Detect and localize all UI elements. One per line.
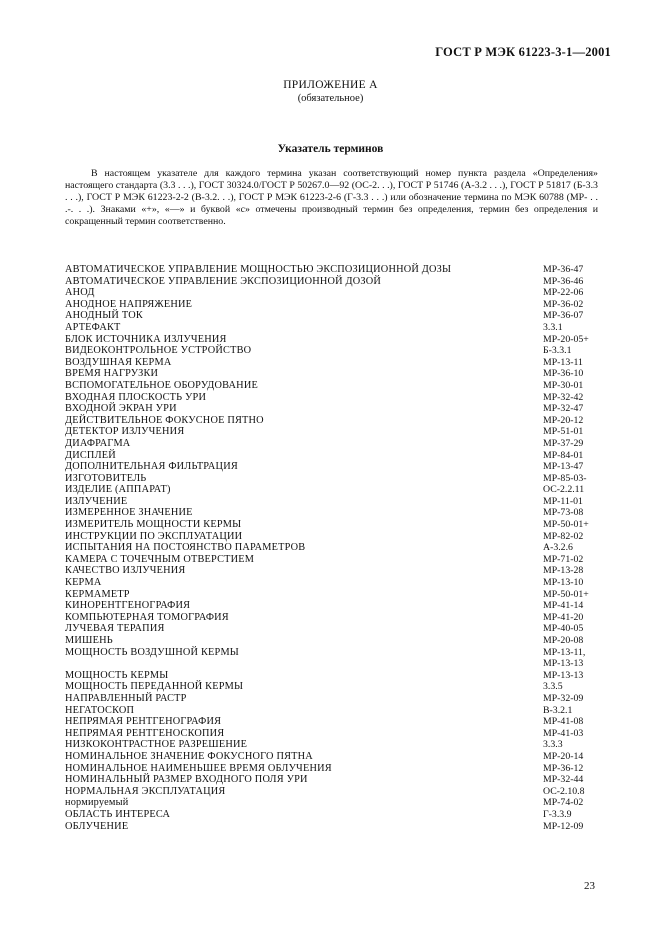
term-row <box>65 728 598 740</box>
term-reference <box>543 821 603 833</box>
index-intro-paragraph: В настоящем указателе для каждого термина указан соответствующий номер пункта раздела «Определения» настоящего стандарта (3.3 . . .), ГОСТ 30324.0/ГОСТ Р 50267.0—92 (ОС-2. . .), ГОСТ Р 51746 (А-3.2 . . .), ГОСТ Р 51817 (Б-3.3 . . .), ГОСТ Р МЭК 61223-2-2 (В-3.2. . .), ГОСТ Р МЭК 61223-2-6 (Г-3.3 . . .) или обозначение термина по МЭК 60788 (МР- . . .-. . .). Знаками «+», «—» и буквой «с» отмечены производный термин без определения, термин без определения и сокращенный термин соответственно. <box>65 168 598 227</box>
term-name: КЕРМА <box>65 577 102 589</box>
index-heading: Указатель терминов <box>277 143 384 155</box>
page-number: 23 <box>584 880 595 892</box>
term-name: ЛУЧЕВАЯ ТЕРАПИЯ <box>65 623 165 635</box>
term-row <box>65 635 598 647</box>
term-row <box>65 450 598 462</box>
term-row <box>65 473 598 485</box>
term-name: ОБЛАСТЬ ИНТЕРЕСА <box>65 808 171 820</box>
term-name: ИСПЫТАНИЯ НА ПОСТОЯНСТВО ПАРАМЕТРОВ <box>65 542 306 554</box>
term-name: МИШЕНЬ <box>65 635 113 646</box>
term-reference-code: ОС-2.2.11 <box>543 484 585 496</box>
term-reference <box>543 565 603 577</box>
term-reference-code: 3.3.3 <box>543 739 563 751</box>
term-reference <box>543 635 603 647</box>
term-reference-code: 3.3.5 <box>543 681 563 693</box>
term-row <box>65 786 598 798</box>
term-name: ИНСТРУКЦИИ ПО ЭКСПЛУАТАЦИИ <box>65 530 243 542</box>
term-reference <box>543 334 603 346</box>
term-reference <box>543 484 603 496</box>
term-reference <box>543 507 603 519</box>
term-reference-code: МР-82-02 <box>543 530 584 542</box>
term-row <box>65 345 598 357</box>
term-name: АВТОМАТИЧЕСКОЕ УПРАВЛЕНИЕ МОЩНОСТЬЮ ЭКСПОЗИЦИОННОЙ ДОЗЫ <box>65 264 452 275</box>
term-reference-code: МР-11-01 <box>543 495 583 507</box>
term-reference-code: МР-20-08 <box>543 635 584 646</box>
term-reference <box>543 403 603 415</box>
term-reference <box>543 357 603 369</box>
term-reference-code: МР-36-12 <box>543 762 584 774</box>
term-name: НЕГАТОСКОП <box>65 704 135 716</box>
term-row <box>65 554 598 566</box>
term-reference <box>543 774 603 786</box>
term-reference <box>543 519 603 531</box>
term-name: АНОД <box>65 287 95 299</box>
term-row <box>65 496 598 508</box>
term-reference-code: МР-36-07 <box>543 310 584 322</box>
term-reference-code: МР-20-12 <box>543 414 584 426</box>
term-row <box>65 368 598 380</box>
term-row <box>65 612 598 624</box>
term-row <box>65 821 598 833</box>
term-name: ВИДЕОКОНТРОЛЬНОЕ УСТРОЙСТВО <box>65 345 252 357</box>
term-reference-code: МР-32-42 <box>543 391 584 403</box>
term-row <box>65 380 598 392</box>
term-reference-code: МР-85-03- <box>543 472 587 484</box>
term-name: АНОДНОЕ НАПРЯЖЕНИЕ <box>65 298 193 310</box>
term-name: КАМЕРА С ТОЧЕЧНЫМ ОТВЕРСТИЕМ <box>65 553 255 565</box>
term-name: ВОЗДУШНАЯ КЕРМА <box>65 356 172 368</box>
term-row <box>65 357 598 369</box>
term-row <box>65 426 598 438</box>
term-reference <box>543 473 603 485</box>
term-row <box>65 287 598 299</box>
term-reference <box>543 368 603 380</box>
term-row <box>65 565 598 577</box>
term-reference <box>543 705 603 717</box>
term-row <box>65 623 598 635</box>
term-reference <box>543 287 603 299</box>
term-reference <box>543 461 603 473</box>
term-row <box>65 716 598 728</box>
term-reference <box>543 786 603 798</box>
term-reference <box>543 426 603 438</box>
term-name: МОЩНОСТЬ КЕРМЫ <box>65 669 169 681</box>
term-row <box>65 438 598 450</box>
term-reference <box>543 577 603 589</box>
term-reference-code: МР-20-14 <box>543 750 584 762</box>
term-row <box>65 797 598 809</box>
term-reference-code: МР-13-47 <box>543 461 584 473</box>
term-reference-code: МР-36-46 <box>543 275 584 287</box>
term-reference <box>543 693 603 705</box>
term-list <box>65 264 598 832</box>
term-name: ДЕТЕКТОР ИЗЛУЧЕНИЯ <box>65 426 185 438</box>
term-name: НОМИНАЛЬНОЕ ЗНАЧЕНИЕ ФОКУСНОГО ПЯТНА <box>65 750 313 762</box>
term-reference-code: Г-3.3.9 <box>543 808 572 820</box>
term-name: НЕПРЯМАЯ РЕНТГЕНОГРАФИЯ <box>65 716 222 728</box>
term-reference-code: МР-50-01+ <box>543 519 589 531</box>
term-row <box>65 705 598 717</box>
term-reference <box>543 496 603 508</box>
term-reference-code: МР-32-47 <box>543 403 584 415</box>
annex-status: (обязательное) <box>297 93 364 104</box>
term-reference <box>543 623 603 635</box>
term-reference <box>543 542 603 554</box>
term-row <box>65 647 598 670</box>
term-reference <box>543 681 603 693</box>
term-reference <box>543 345 603 357</box>
term-name: АРТЕФАКТ <box>65 321 121 333</box>
term-row <box>65 763 598 775</box>
term-reference-code: МР-41-03 <box>543 727 584 739</box>
term-name: ВРЕМЯ НАГРУЗКИ <box>65 368 159 380</box>
term-reference-code: Б-3.3.1 <box>543 345 572 357</box>
term-reference <box>543 450 603 462</box>
term-name: БЛОК ИСТОЧНИКА ИЗЛУЧЕНИЯ <box>65 333 227 345</box>
term-reference-code: МР-40-05 <box>543 623 584 635</box>
term-name: ИЗЛУЧЕНИЕ <box>65 495 128 507</box>
term-name: ИЗМЕРЕННОЕ ЗНАЧЕНИЕ <box>65 507 193 519</box>
term-reference <box>543 612 603 624</box>
term-reference-code: МР-41-14 <box>543 600 584 612</box>
term-name: АВТОМАТИЧЕСКОЕ УПРАВЛЕНИЕ ЭКСПОЗИЦИОННОЙ ДОЗОЙ <box>65 275 382 287</box>
term-reference <box>543 322 603 334</box>
term-row <box>65 310 598 322</box>
term-reference-code: МР-13-11 <box>543 356 583 368</box>
term-reference-code: МР-36-10 <box>543 368 584 380</box>
term-row <box>65 415 598 427</box>
term-reference <box>543 264 603 276</box>
term-reference-code: 3.3.1 <box>543 321 563 333</box>
term-reference-code: МР-13-13 <box>543 658 584 670</box>
term-reference-code: МР-22-06 <box>543 287 584 299</box>
term-row <box>65 531 598 543</box>
term-name: НОРМАЛЬНАЯ ЭКСПЛУАТАЦИЯ <box>65 785 226 797</box>
term-row <box>65 519 598 531</box>
term-name: АНОДНЫЙ ТОК <box>65 310 143 322</box>
annex-title: ПРИЛОЖЕНИЕ А <box>283 79 378 91</box>
term-reference <box>543 763 603 775</box>
term-name: ВСПОМОГАТЕЛЬНОЕ ОБОРУДОВАНИЕ <box>65 379 258 391</box>
term-reference <box>543 670 603 682</box>
term-reference-code: МР-20-05+ <box>543 333 589 345</box>
term-row <box>65 392 598 404</box>
term-reference <box>543 554 603 566</box>
term-reference <box>543 276 603 288</box>
term-row <box>65 693 598 705</box>
term-reference-code: МР-30-01 <box>543 379 584 391</box>
term-reference <box>543 739 603 751</box>
term-name: КАЧЕСТВО ИЗЛУЧЕНИЯ <box>65 565 186 577</box>
term-reference-code: МР-13-28 <box>543 565 584 577</box>
term-reference-code: МР-37-29 <box>543 437 584 449</box>
term-name: НИЗКОКОНТРАСТНОЕ РАЗРЕШЕНИЕ <box>65 739 248 751</box>
term-row <box>65 577 598 589</box>
term-reference <box>543 415 603 427</box>
term-name: МОЩНОСТЬ ВОЗДУШНОЙ КЕРМЫ <box>65 646 239 658</box>
term-reference <box>543 310 603 322</box>
term-reference-code: МР-36-47 <box>543 264 584 275</box>
term-row <box>65 461 598 473</box>
term-reference-code: МР-13-10 <box>543 577 584 589</box>
term-name: НЕПРЯМАЯ РЕНТГЕНОСКОПИЯ <box>65 727 225 739</box>
term-reference <box>543 531 603 543</box>
term-row <box>65 774 598 786</box>
term-row <box>65 670 598 682</box>
term-name: ДОПОЛНИТЕЛЬНАЯ ФИЛЬТРАЦИЯ <box>65 461 238 473</box>
term-name: ДИАФРАГМА <box>65 437 131 449</box>
term-reference-code: МР-74-02 <box>543 797 584 809</box>
term-name: ИЗДЕЛИЕ (АППАРАТ) <box>65 484 171 496</box>
term-name: ДИСПЛЕЙ <box>65 449 116 461</box>
term-name: ДЕЙСТВИТЕЛЬНОЕ ФОКУСНОЕ ПЯТНО <box>65 414 264 426</box>
term-reference-code: МР-32-44 <box>543 774 584 786</box>
term-reference <box>543 392 603 404</box>
term-reference-code: МР-36-02 <box>543 298 584 310</box>
term-reference-code: МР-51-01 <box>543 426 584 438</box>
term-reference <box>543 647 603 670</box>
term-name: ВХОДНАЯ ПЛОСКОСТЬ УРИ <box>65 391 207 403</box>
term-name: КИНОРЕНТГЕНОГРАФИЯ <box>65 600 191 612</box>
term-reference <box>543 438 603 450</box>
term-reference <box>543 716 603 728</box>
term-reference <box>543 299 603 311</box>
term-reference <box>543 380 603 392</box>
term-name: НОМИНАЛЬНОЕ НАИМЕНЬШЕЕ ВРЕМЯ ОБЛУЧЕНИЯ <box>65 762 332 774</box>
term-row <box>65 507 598 519</box>
term-reference-code: МР-73-08 <box>543 507 584 519</box>
term-row <box>65 264 598 276</box>
term-name: КОМПЬЮТЕРНАЯ ТОМОГРАФИЯ <box>65 611 229 623</box>
term-name: НОМИНАЛЬНЫЙ РАЗМЕР ВХОДНОГО ПОЛЯ УРИ <box>65 774 308 786</box>
term-reference-code: МР-12-09 <box>543 820 584 832</box>
term-reference-code: МР-41-08 <box>543 716 584 728</box>
term-reference <box>543 797 603 809</box>
term-name: ИЗГОТОВИТЕЛЬ <box>65 472 147 484</box>
term-row <box>65 334 598 346</box>
term-reference-code: МР-13-11, <box>543 646 586 658</box>
term-name: ВХОДНОЙ ЭКРАН УРИ <box>65 403 177 415</box>
term-reference-code: А-3.2.6 <box>543 542 573 554</box>
term-row <box>65 681 598 693</box>
term-row <box>65 600 598 612</box>
term-name: ИЗМЕРИТЕЛЬ МОЩНОСТИ КЕРМЫ <box>65 519 242 531</box>
term-row <box>65 276 598 288</box>
term-row <box>65 484 598 496</box>
term-row <box>65 751 598 763</box>
term-row <box>65 809 598 821</box>
term-reference-code: ОС-2.10.8 <box>543 785 585 797</box>
term-row <box>65 322 598 334</box>
term-row <box>65 589 598 601</box>
term-reference <box>543 728 603 740</box>
term-name: ОБЛУЧЕНИЕ <box>65 820 129 832</box>
term-row <box>65 739 598 751</box>
term-reference <box>543 589 603 601</box>
term-row <box>65 542 598 554</box>
term-reference-code: МР-41-20 <box>543 611 584 623</box>
term-reference-code: В-3.2.1 <box>543 704 573 716</box>
term-row <box>65 403 598 415</box>
term-name: МОЩНОСТЬ ПЕРЕДАННОЙ КЕРМЫ <box>65 681 244 693</box>
term-reference <box>543 751 603 763</box>
term-name: КЕРМАМЕТР <box>65 588 130 600</box>
term-reference-code: МР-13-13 <box>543 669 584 681</box>
term-reference-code: МР-50-01+ <box>543 588 589 600</box>
term-name: нормируемый <box>65 797 129 809</box>
term-reference-code: МР-32-09 <box>543 692 584 704</box>
document-code: ГОСТ Р МЭК 61223-3-1—2001 <box>435 45 611 59</box>
term-reference <box>543 600 603 612</box>
term-name: НАПРАВЛЕННЫЙ РАСТР <box>65 692 187 704</box>
term-row <box>65 299 598 311</box>
term-reference-code: МР-71-02 <box>543 553 584 565</box>
term-reference <box>543 809 603 821</box>
term-reference-code: МР-84-01 <box>543 449 584 461</box>
